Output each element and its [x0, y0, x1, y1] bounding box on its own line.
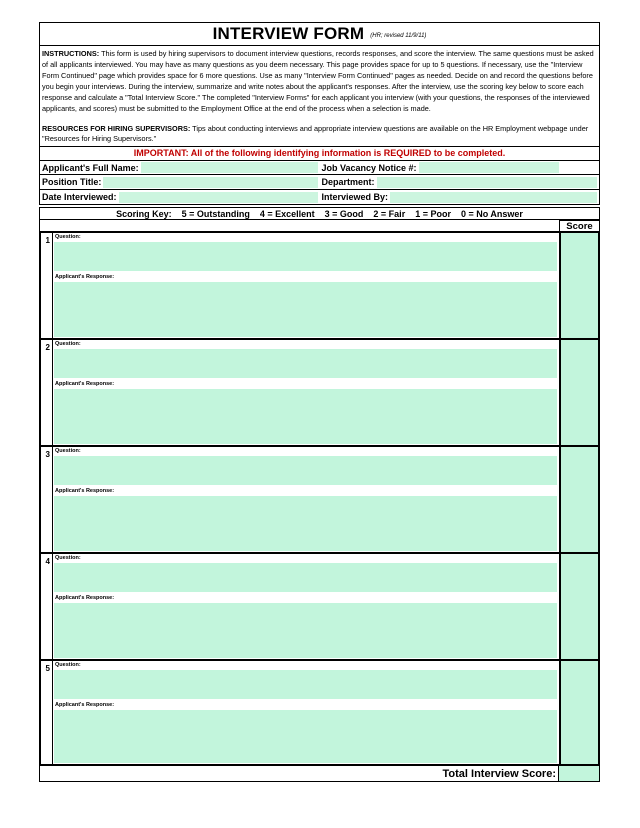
- response-label: Applicant's Response:: [55, 274, 115, 280]
- date-interviewed-field[interactable]: [119, 192, 318, 203]
- score-header-row: [39, 220, 600, 231]
- response-field-4[interactable]: [54, 603, 557, 658]
- question-field-2[interactable]: [54, 349, 557, 378]
- position-title-field[interactable]: [103, 177, 317, 188]
- response-label: Applicant's Response:: [55, 488, 115, 494]
- question-body: [52, 233, 559, 338]
- response-label: Applicant's Response:: [55, 702, 115, 708]
- question-label: Question:: [55, 341, 81, 347]
- resources-block: [39, 118, 600, 147]
- total-score-label: Total Interview Score:: [442, 768, 556, 780]
- scoring-key-item: 3 = Good: [324, 208, 364, 219]
- position-title-cell: [40, 175, 320, 189]
- total-score-field[interactable]: [558, 766, 599, 781]
- interviewed-by-field[interactable]: [390, 192, 597, 203]
- response-field-2[interactable]: [54, 389, 557, 444]
- scoring-key-item: 4 = Excellent: [259, 208, 315, 219]
- date-interviewed-label: Date Interviewed:: [42, 192, 117, 202]
- score-field-2[interactable]: [559, 340, 600, 445]
- score-field-5[interactable]: [559, 661, 600, 764]
- response-label: Applicant's Response:: [55, 381, 115, 387]
- response-field-3[interactable]: [54, 496, 557, 551]
- response-field-5[interactable]: [54, 710, 557, 763]
- question-body: [52, 661, 559, 764]
- resources-label: RESOURCES FOR HIRING SUPERVISORS:: [42, 124, 191, 133]
- applicant-name-field[interactable]: [141, 162, 318, 173]
- question-number: 2: [39, 340, 52, 445]
- department-field[interactable]: [377, 177, 597, 188]
- department-cell: [320, 175, 600, 189]
- scoring-key: [39, 207, 600, 220]
- applicant-name-label: Applicant's Full Name:: [42, 162, 139, 173]
- question-field-1[interactable]: [54, 242, 557, 271]
- question-block-3: [39, 445, 600, 552]
- score-field-3[interactable]: [559, 447, 600, 552]
- job-vacancy-cell: [320, 161, 600, 174]
- job-vacancy-label: Job Vacancy Notice #:: [321, 162, 417, 173]
- scoring-key-item: 2 = Fair: [373, 208, 406, 219]
- scoring-key-item: 1 = Poor: [415, 208, 451, 219]
- questions-section: [39, 231, 600, 766]
- question-block-5: [39, 659, 600, 766]
- scoring-key-item: 5 = Outstanding: [181, 208, 250, 219]
- job-vacancy-field[interactable]: [419, 162, 559, 173]
- question-label: Question:: [55, 448, 81, 454]
- response-field-1[interactable]: [54, 282, 557, 337]
- instructions-label: INSTRUCTIONS:: [42, 49, 100, 58]
- score-field-1[interactable]: [559, 233, 600, 338]
- question-block-1: [39, 231, 600, 338]
- score-header-spacer: [39, 220, 559, 231]
- question-body: [52, 340, 559, 445]
- info-row-3: [39, 190, 600, 205]
- info-row-2: [39, 175, 600, 190]
- question-label: Question:: [55, 234, 81, 240]
- interviewed-by-cell: [320, 190, 600, 204]
- interview-form-page: [39, 22, 600, 782]
- question-block-4: [39, 552, 600, 659]
- question-number: 1: [39, 233, 52, 338]
- instructions-text: This form is used by hiring supervisors to document interview questions, records responses, and score the interview. The same questions must be asked of all applicants interviewed. You may have as many questions as you deem necessary. This page provides space for up to 5 questions. If necessary, use the "Interview Form Continued" page which provides space for 6 more questions. Use as many "Interview Form Continued" pages as needed. Decide on and record the questions before you begin your interviews. During the interview, summarize and write notes about the applicant's responses. After the interview, use the scoring key below to score each response and calculate a "Total Interview Score." The completed "Interview Forms" for each applicant you interview (with your questions, the responses of the interviewed applicants, and scores) must be submitted to the Employment Office at the end of the process when a selection is made.: [42, 49, 594, 113]
- department-label: Department:: [321, 177, 375, 187]
- question-label: Question:: [55, 662, 81, 668]
- interviewed-by-label: Interviewed By:: [321, 192, 389, 202]
- scoring-key-label: Scoring Key:: [116, 208, 172, 219]
- score-field-4[interactable]: [559, 554, 600, 659]
- question-block-2: [39, 338, 600, 445]
- question-field-4[interactable]: [54, 563, 557, 592]
- question-number: 4: [39, 554, 52, 659]
- total-row: [39, 766, 600, 782]
- score-header: Score: [559, 220, 600, 231]
- scoring-key-item: 0 = No Answer: [460, 208, 523, 219]
- response-label: Applicant's Response:: [55, 595, 115, 601]
- form-title: INTERVIEW FORM: [212, 24, 365, 43]
- important-notice: IMPORTANT: All of the following identifying information is REQUIRED to be completed.: [39, 147, 600, 160]
- question-number: 3: [39, 447, 52, 552]
- title-bar: [39, 22, 600, 46]
- instructions-block: [39, 46, 600, 118]
- question-field-3[interactable]: [54, 456, 557, 485]
- date-interviewed-cell: [40, 190, 320, 204]
- question-label: Question:: [55, 555, 81, 561]
- question-number: 5: [39, 661, 52, 764]
- position-title-label: Position Title:: [42, 177, 102, 187]
- resources-text: Tips about conducting interviews and appropriate interview questions are available on the HR Employment webpage under "Resources for Hiring Supervisors.": [42, 124, 589, 143]
- question-body: [52, 447, 559, 552]
- question-body: [52, 554, 559, 659]
- applicant-name-cell: [40, 161, 320, 174]
- info-row-1: [39, 160, 600, 175]
- question-field-5[interactable]: [54, 670, 557, 699]
- revision-note: (HR; revised 11/9/11): [370, 33, 427, 39]
